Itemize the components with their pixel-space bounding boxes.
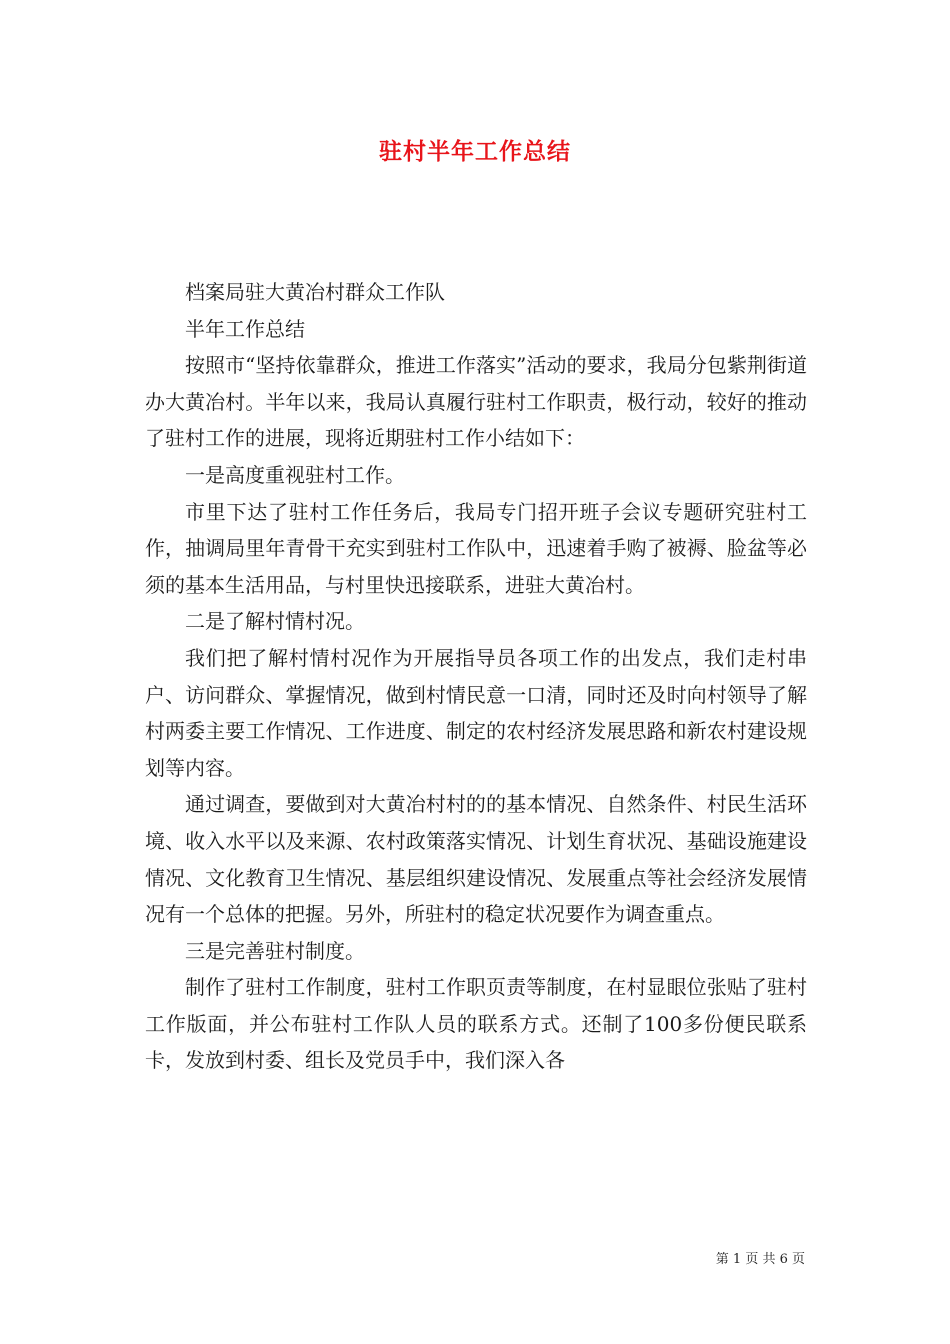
paragraph-section-2b: 通过调查，要做到对大黄冶村村的的基本情况、自然条件、村民生活环境、收入水平以及来源、农村政策落实情况、计划生育状况、基础设施建设情况、文化教育卫生情况、基层组织建设情况、发展重点等社会经济发展情况有一个总体的把握。另外，所驻村的稳定状况要作为调查重点。 xyxy=(145,792,807,927)
paragraph-section-3: 制作了驻村工作制度，驻村工作职页责等制度，在村显眼位张贴了驻村工作版面，并公布驻村工作队人员的联系方式。还制了100多份便民联系卡，发放到村委、组长及党员手中，我们深入各 xyxy=(145,975,807,1073)
document-title: 驻村半年工作总结 xyxy=(379,139,571,165)
document-body xyxy=(145,274,807,1079)
section-heading-3: 三是完善驻村制度。 xyxy=(185,938,365,963)
section-heading-1: 一是高度重视驻村工作。 xyxy=(185,462,405,487)
paragraph-org-name: 档案局驻大黄冶村群众工作队 xyxy=(185,280,445,304)
paragraph-subtitle: 半年工作总结 xyxy=(185,316,305,341)
paragraph-intro: 按照市“坚持依靠群众，推进工作落实”活动的要求，我局分包紫荆街道办大黄冶村。半年以来，我局认真履行驻村工作职责，极行动，较好的推动了驻村工作的进展，现将近期驻村工作小结如下： xyxy=(145,353,807,451)
paragraph-section-1: 市里下达了驻村工作任务后，我局专门招开班子会议专题研究驻村工作，抽调局里年青骨干充实到驻村工作队中，迅速着手购了被褥、脸盆等必须的基本生活用品，与村里快迅接联系，进驻大黄冶村。 xyxy=(145,499,807,597)
section-heading-2: 二是了解村情村况。 xyxy=(185,609,365,634)
paragraph-section-2a: 我们把了解村情村况作为开展指导员各项工作的出发点，我们走村串户、访问群众、掌握情况，做到村情民意一口清，同时还及时向村领导了解村两委主要工作情况、工作进度、制定的农村经济发展思路和新农村建设规划等内容。 xyxy=(145,645,807,780)
page-number: 第 1 页 共 6 页 xyxy=(715,1252,805,1267)
